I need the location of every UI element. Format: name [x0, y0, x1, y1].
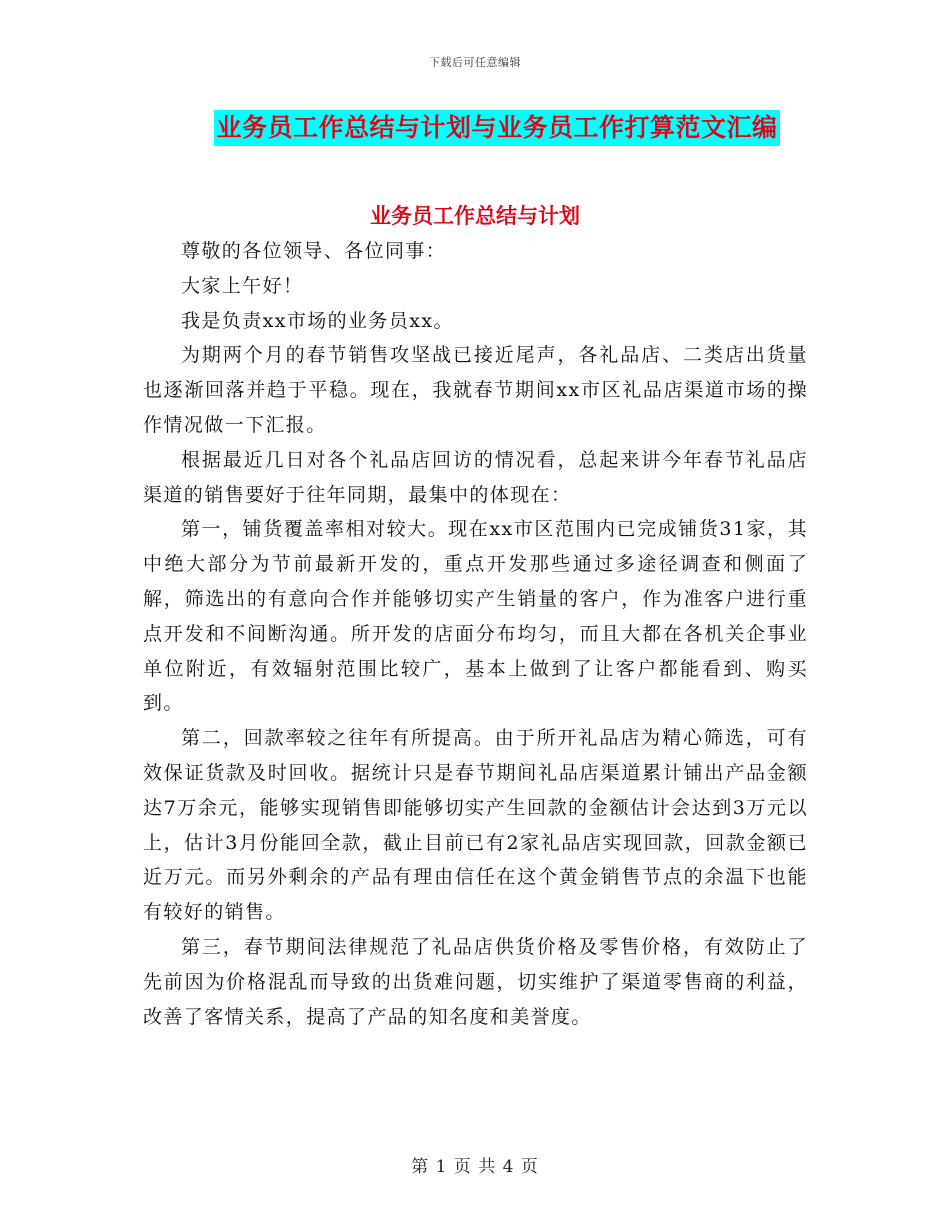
main-title-container [0, 110, 950, 146]
greeting-paragraph: 大家上午好！ [181, 274, 304, 297]
main-title: 业务员工作总结与计划与业务员工作打算范文汇编 [214, 110, 779, 146]
point-one-paragraph: 第一，铺货覆盖率相对较大。现在xx市区范围内已完成铺货31家，其中绝大部分为节前最新开发的，重点开发那些通过多途径调查和侧面了解，筛选出的有意向合作并能够切实产生销量的客户，作为准客户进行重点开发和不间断沟通。所开发的店面分布均匀，而且大都在各机关企事业单位附近，有效辐射范围比较广，基本上做到了让客户都能看到、购买到。 [143, 518, 808, 715]
salutation-paragraph: 尊敬的各位领导、各位同事： [181, 240, 447, 262]
point-two-paragraph: 第二，回款率较之往年有所提高。由于所开礼品店为精心筛选，可有效保证货款及时回收。据统计只是春节期间礼品店渠道累计铺出产品金额达7万余元，能够实现销售即能够切实产生回款的金额估计会达到3万元以上，估计3月份能回全款，截止目前已有2家礼品店实现回款，回款金额已近万元。而另外剩余的产品有理由信任在这个黄金销售节点的余温下也能有较好的销售。 [143, 727, 808, 924]
header-note: 下载后可任意编辑 [429, 56, 521, 69]
section-title: 业务员工作总结与计划 [370, 204, 580, 228]
overview-paragraph: 为期两个月的春节销售攻坚战已接近尾声，各礼品店、二类店出货量也逐渐回落并趋于平稳。现在，我就春节期间xx市区礼品店渠道市场的操作情况做一下汇报。 [143, 344, 808, 436]
page-number-footer: 第 1 页 共 4 页 [411, 1157, 539, 1177]
point-three-paragraph: 第三，春节期间法律规范了礼品店供货价格及零售价格，有效防止了先前因为价格混乱而导致的出货难问题，切实维护了渠道零售商的利益，改善了客情关系，提高了产品的知名度和美誉度。 [143, 935, 808, 1028]
intro-paragraph: 我是负责xx市场的业务员xx。 [181, 309, 454, 332]
document-body [143, 222, 808, 1034]
summary-paragraph: 根据最近几日对各个礼品店回访的情况看，总起来讲今年春节礼品店渠道的销售要好于往年同期，最集中的体现在： [143, 448, 808, 506]
